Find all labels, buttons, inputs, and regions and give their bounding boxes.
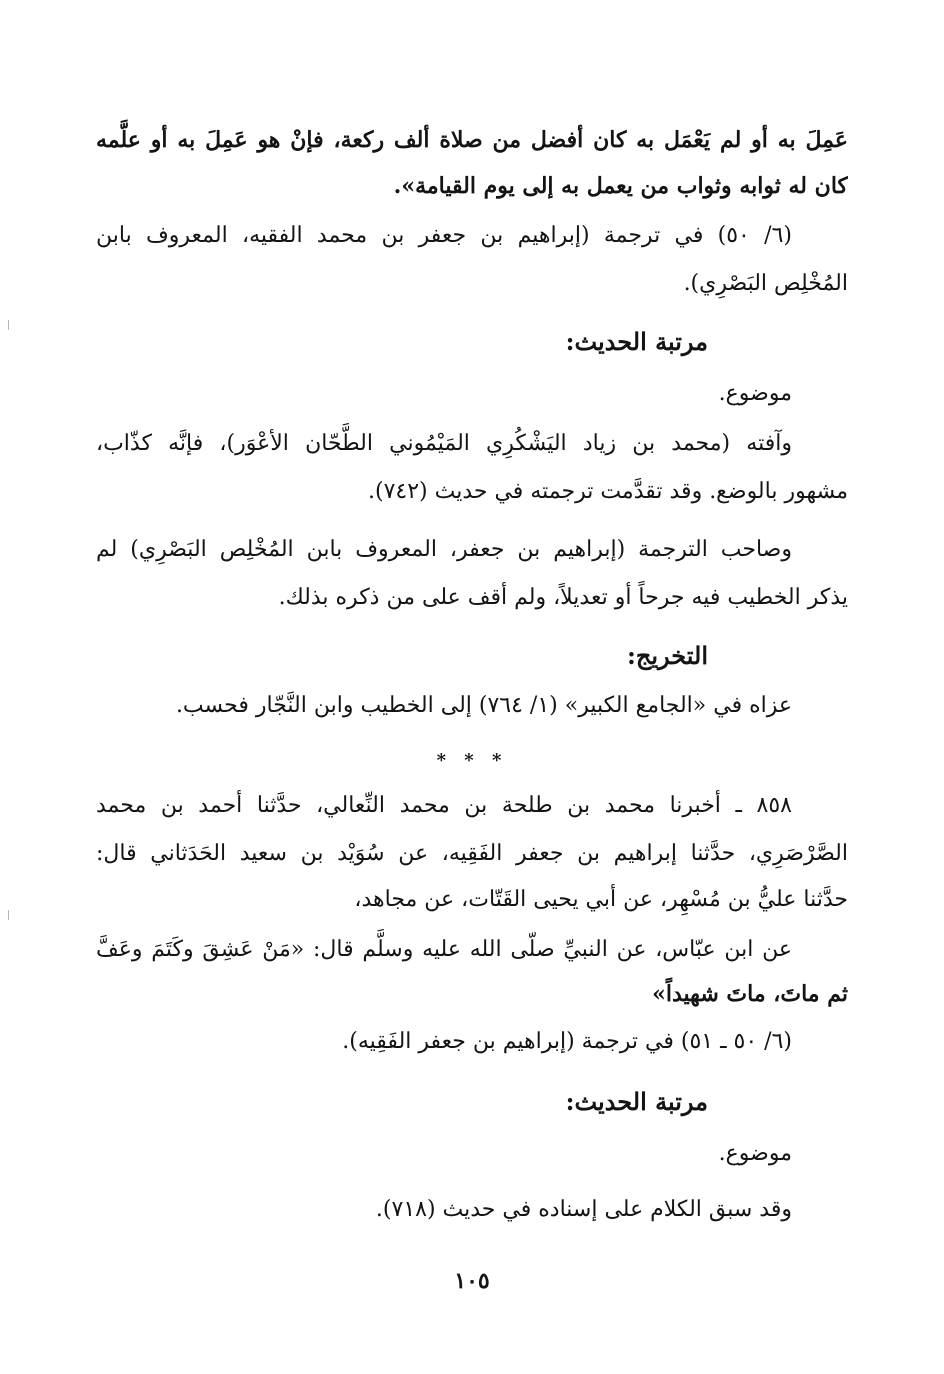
source-reference-line: المُخْلِص البَصْرِي). [683,271,848,296]
hadith-text-line: كان له ثوابه وثواب من يعمل به إلى يوم القيامة». [393,173,848,199]
matn-line: عن ابن عبّاس، عن النبيِّ صلّى الله عليه وسلَّم قال: «مَنْ عَشِقَ وكَتَمَ وعَفَّ [96,937,792,962]
section-separator: * * * [436,750,508,771]
commentary-line: وآفته (محمد بن زياد اليَشْكُرِي المَيْمُوني الطَّحّان الأعْوَر)، فإنَّه كذّاب، [96,431,792,456]
isnad-line: حدَّثنا عليُّ بن مُسْهِر، عن أبي يحيى القَتّات، عن مجاهد، [354,887,848,912]
source-reference-line: (٦/ ٥٠) في ترجمة (إبراهيم بن جعفر بن محمد الفقيه، المعروف بابن [96,223,792,248]
scan-edge-mark [8,910,9,920]
grade-heading: مرتبة الحديث: [565,1087,708,1116]
takhrij-heading: التخريج: [627,641,708,670]
commentary-line: مشهور بالوضع. وقد تقدَّمت ترجمته في حديث (٧٤٢). [368,479,848,504]
isnad-line: الصَّرْصَرِي، حدَّثنا إبراهيم بن جعفر الفَقِيه، عن سُوَيْد بن سعيد الحَدَثاني قال: [96,841,848,866]
isnad-line: ٨٥٨ ـ أخبرنا محمد بن طلحة بن محمد النِّعالي، حدَّثنا أحمد بن محمد [96,793,792,818]
hadith-text-line: عَمِلَ به أو لم يَعْمَل به كان أفضل من صلاة ألف ركعة، فإنْ هو عَمِلَ به أو علَّمه [96,127,848,153]
commentary-line: وصاحب الترجمة (إبراهيم بن جعفر، المعروف بابن المُخْلِص البَصْرِي) لم [96,537,792,562]
scan-edge-mark [8,320,9,330]
takhrij-text: عزاه في «الجامع الكبير» (١/ ٧٦٤) إلى الخطيب وابن النَّجّار فحسب. [175,693,792,718]
matn-line: ثم ماتَ، ماتَ شهيداً» [652,981,848,1007]
grade-heading: مرتبة الحديث: [565,327,708,356]
commentary-line: وقد سبق الكلام على إسناده في حديث (٧١٨). [375,1197,792,1222]
commentary-line: يذكر الخطيب فيه جرحاً أو تعديلاً، ولم أقف على من ذكره بذلك. [278,585,848,610]
source-reference-line: (٦/ ٥٠ ـ ٥١) في ترجمة (إبراهيم بن جعفر الفَقِيه). [342,1029,792,1054]
grade-value: موضوع. [718,1141,792,1166]
page-number: ١٠٥ [454,1268,490,1294]
grade-value: موضوع. [718,381,792,406]
